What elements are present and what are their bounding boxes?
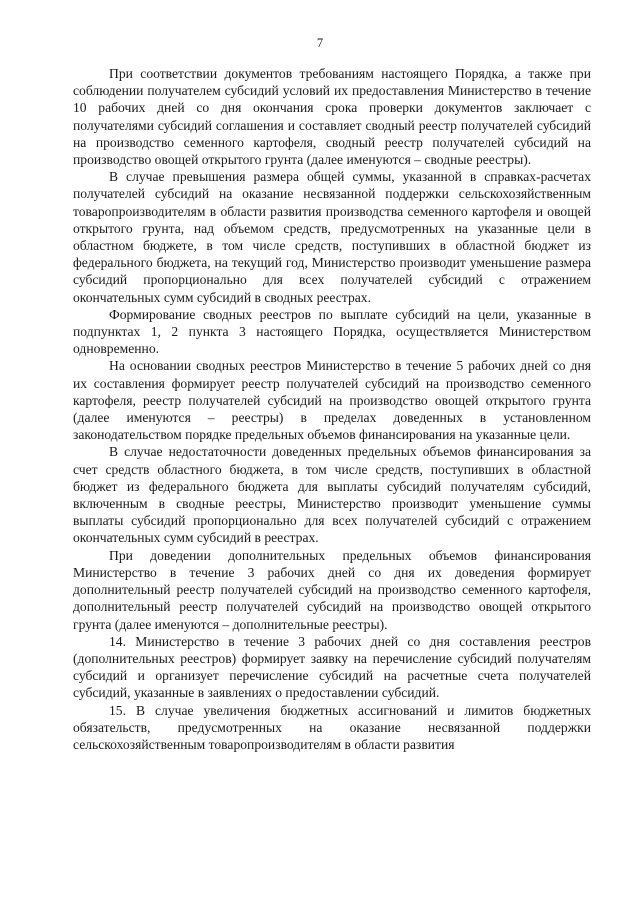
paragraph-excess-amount: В случае превышения размера общей суммы, указанной в справках-расчетах получателей субсидий на оказание несвязанной поддержки сельскохозяйственным товаропроизводителям в области развития производства семенного картофеля и овощей открытого грунта, над объемом средств, предусмотренных на указанные цели в областном бюджете, в том числе средств, поступивших в областной бюджет из федерального бюджета, на текущий год, Министерство производит уменьшение размера субсидий пропорционально для всех получателей субсидий с отражением окончательных сумм субсидий в сводных реестрах. (73, 169, 591, 305)
paragraph-item-15: 15. В случае увеличения бюджетных ассигнований и лимитов бюджетных обязательств, предусмотренных на оказание несвязанной поддержки сельскохозяйственным товаропроизводителям в области развития (73, 702, 591, 752)
paragraph-approval: При соответствии документов требованиям настоящего Порядка, а также при соблюдении получателем субсидий условий их предоставления Министерство в течение 10 рабочих дней со дня окончания срока проверки документов заключает с получателями субсидий соглашения и составляет сводный реестр получателей субсидий на производство семенного картофеля, сводный реестр получателей субсидий на производство овощей открытого грунта (далее именуются – сводные реестры). (73, 66, 591, 168)
paragraph-insufficient-funding: В случае недостаточности доведенных предельных объемов финансирования за счет средств областного бюджета, в том числе средств, поступивших в областной бюджет из федерального бюджета для выплаты субсидий получателям субсидий, включенным в сводные реестры, Министерство производит уменьшение суммы выплаты субсидий пропорционально для всех получателей субсидий с отражением окончательных сумм субсидий в реестрах. (73, 444, 591, 546)
paragraph-registry-formation: На основании сводных реестров Министерство в течение 5 рабочих дней со дня их составления формирует реестр получателей субсидий на производство семенного картофеля, реестр получателей субсидий на производство овощей открытого грунта (далее именуются – реестры) в пределах доведенных в установленном законодательством порядке предельных объемов финансирования на указанные цели. (73, 358, 591, 443)
paragraph-item-14: 14. Министерство в течение 3 рабочих дней со дня составления реестров (дополнительных реестров) формирует заявку на перечисление субсидий получателям субсидий и организует перечисление субсидий на расчетные счета получателей субсидий, указанные в заявлениях о предоставлении субсидий. (73, 633, 591, 701)
paragraph-additional-funding: При доведении дополнительных предельных объемов финансирования Министерство в течение 3 рабочих дней со дня их доведения формирует дополнительный реестр получателей субсидий на производство семенного картофеля, дополнительный реестр получателей субсидий на производство овощей открытого грунта (далее именуются – дополнительные реестры). (73, 547, 591, 632)
document-body (73, 65, 591, 753)
page-number: 7 (316, 36, 324, 50)
paragraph-simultaneous-formation: Формирование сводных реестров по выплате субсидий на цели, указанные в подпунктах 1, 2 пункта 3 настоящего Порядка, осуществляется Министерством одновременно. (73, 306, 591, 357)
